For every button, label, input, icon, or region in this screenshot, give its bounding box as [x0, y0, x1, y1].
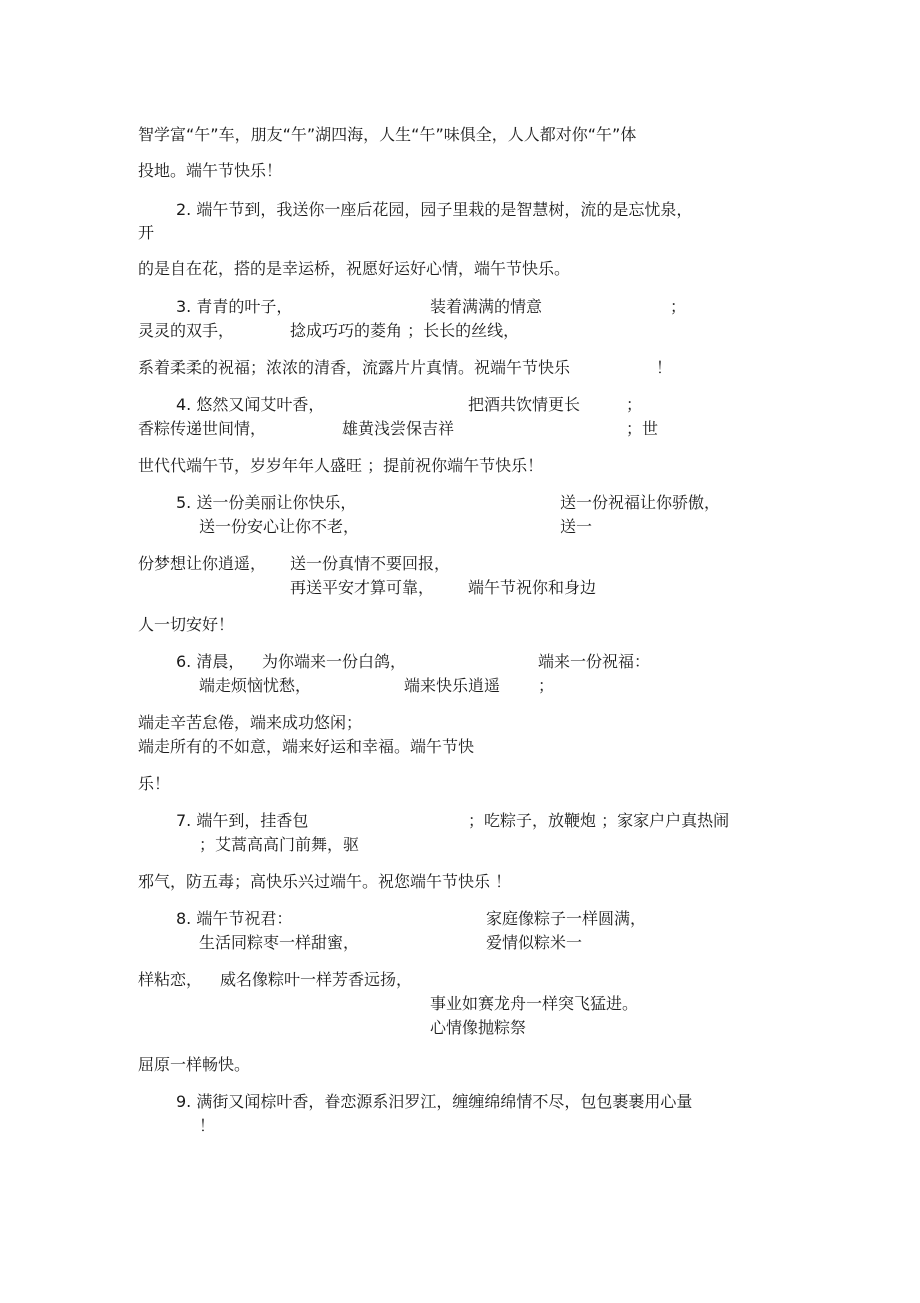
text-line: 送一 [560, 517, 593, 536]
text-line: 样粘恋， [138, 970, 203, 989]
text-line: 智学富“午”车，朋友“午”湖四海，人生“午”味俱全，人人都对你“午”体 [138, 125, 637, 144]
text-line: 端走辛苦怠倦，端来成功悠闲； [138, 713, 363, 732]
text-line: 为你端来一份白鸽， [262, 652, 407, 671]
text-line: 2. 端午节到，我送你一座后花园，园子里栽的是智慧树，流的是忘忧泉， [176, 200, 693, 219]
text-line: 8. 端午节祝君： [176, 909, 293, 928]
text-line: 人一切安好！ [138, 615, 235, 634]
text-line: 送一份安心让你不老， [199, 517, 360, 536]
text-line: 世代代端午节，岁岁年年人盛旺 ；提前祝你端午节快乐！ [138, 456, 544, 475]
text-line: 端来一份祝福： [538, 652, 651, 671]
text-line: 再送平安才算可靠， [290, 578, 435, 597]
text-line: 份梦想让你逍遥， [138, 554, 267, 573]
text-line: 屈原一样畅快。 [138, 1055, 251, 1074]
text-line: 系着柔柔的祝福；浓浓的清香，流露片片真情。祝端午节快乐 [138, 358, 571, 377]
text-line: 装着满满的情意 [430, 297, 543, 316]
text-line: 香粽传递世间情， [138, 419, 267, 438]
text-line: 的是自在花，搭的是幸运桥，祝愿好运好心情，端午节快乐。 [138, 259, 571, 278]
text-line: 雄黄浅尝保吉祥 [342, 419, 455, 438]
text-line: 9. 满街又闻棕叶香，眷恋源系汨罗江，缠缠绵绵情不尽，包包裹裹用心量 [176, 1092, 693, 1111]
text-line: ！ [199, 1116, 216, 1135]
text-line: ； [670, 297, 687, 316]
text-line: 事业如赛龙舟一样突飞猛进。 [430, 994, 639, 1013]
text-line: 把酒共饮情更长 [468, 395, 581, 414]
text-line: 端午节祝你和身边 [468, 578, 597, 597]
text-line: 爱情似粽米一 [486, 933, 583, 952]
text-line: ；吃粽子，放鞭炮 ；家家户户真热闹 [468, 811, 730, 830]
text-line: 心情像抛粽祭 [430, 1018, 527, 1037]
text-line: 端来快乐逍遥 [404, 676, 501, 695]
text-line: 灵灵的双手， [138, 321, 235, 340]
text-line: 7. 端午到，挂香包 [176, 811, 309, 830]
text-line: ；艾蒿高高门前舞，驱 [199, 835, 360, 854]
text-line: 投地。端午节快乐！ [138, 161, 283, 180]
text-line: 送一份祝福让你骄傲， [560, 493, 721, 512]
text-line: 3. 青青的叶子， [176, 297, 293, 316]
text-line: ； [538, 676, 555, 695]
text-line: 家庭像粽子一样圆满， [486, 909, 647, 928]
text-line: ； [626, 395, 643, 414]
text-line: 生活同粽枣一样甜蜜， [199, 933, 360, 952]
text-line: 端走烦恼忧愁， [199, 676, 312, 695]
text-line: 开 [138, 223, 155, 242]
text-line: ；世 [626, 419, 659, 438]
text-line: 乐！ [138, 774, 171, 793]
text-line: 5. 送一份美丽让你快乐， [176, 493, 357, 512]
text-line: ！ [656, 358, 673, 377]
text-line: 4. 悠然又闻艾叶香， [176, 395, 325, 414]
text-line: 邪气，防五毒；高快乐兴过端午。祝您端午节快乐 ！ [138, 872, 512, 891]
text-line: 送一份真情不要回报， [290, 554, 451, 573]
text-line: 威名像粽叶一样芳香远扬， [220, 970, 413, 989]
text-line: 端走所有的不如意，端来好运和幸福。端午节快 [138, 737, 475, 756]
text-line: 6. 清晨， [176, 652, 245, 671]
text-line: 捻成巧巧的菱角 ；长长的丝线， [290, 321, 520, 340]
